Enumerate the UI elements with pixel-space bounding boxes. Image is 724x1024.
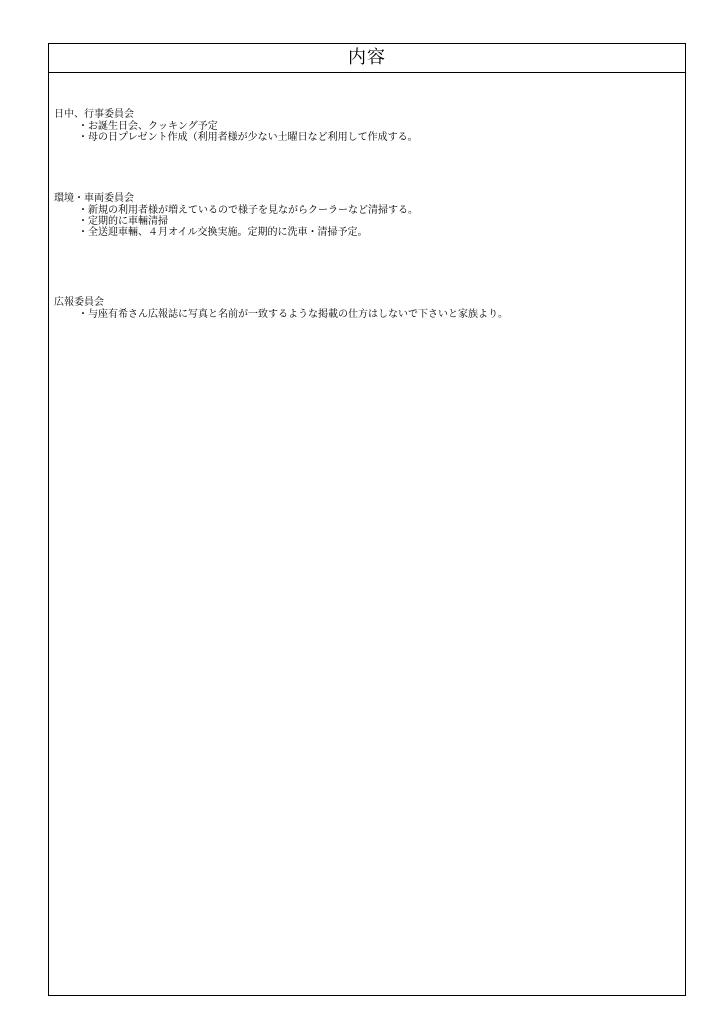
section-heading: 広報委員会	[54, 297, 104, 308]
section-item: ・全送迎車輛、４月オイル交換実施。定期的に洗車・清掃予定。	[78, 227, 368, 238]
section-item: ・母の日プレゼント作成（利用者様が少ない土曜日など利用して作成する。	[78, 132, 418, 143]
section-item: ・お誕生日会、クッキング予定	[78, 121, 218, 132]
section-heading: 日中、行事委員会	[54, 109, 134, 120]
section-events-committee	[54, 109, 681, 143]
section-environment-vehicle-committee	[54, 193, 681, 238]
title-bar	[49, 44, 685, 73]
section-item: ・新規の利用者様が増えているので様子を見ながらクーラーなど清掃する。	[78, 205, 418, 216]
section-pr-committee	[54, 297, 681, 320]
document-title: 内容	[348, 47, 386, 68]
section-item: ・与座有希さん広報誌に写真と名前が一致するような掲載の仕方はしないで下さいと家族より。	[78, 309, 508, 320]
section-heading: 環境・車両委員会	[54, 193, 134, 204]
document-frame	[48, 43, 686, 996]
section-item: ・定期的に車輛清掃	[78, 216, 168, 227]
